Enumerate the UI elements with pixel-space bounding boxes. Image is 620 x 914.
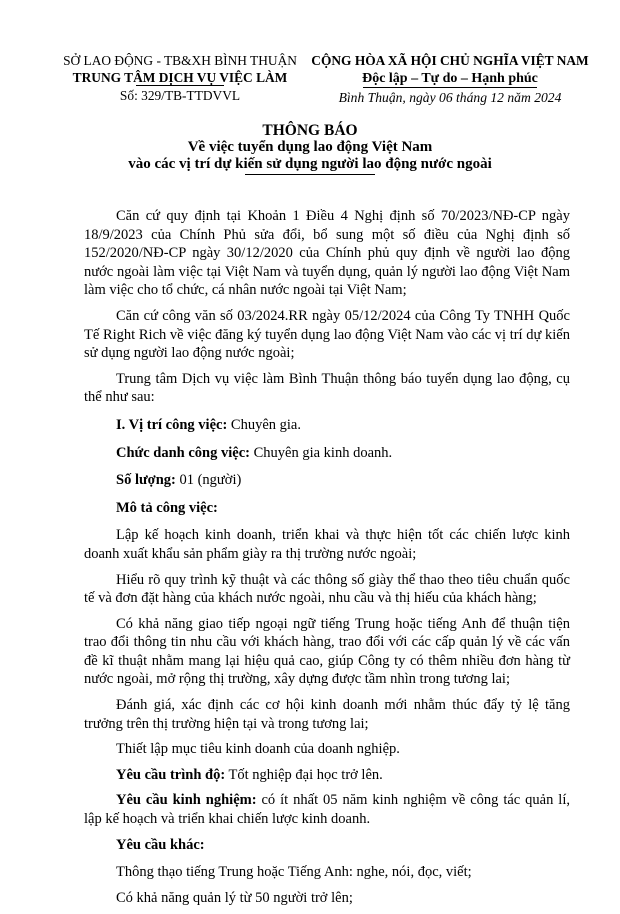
position-value: Chuyên gia. xyxy=(227,416,301,433)
center-name: TRUNG TÂM DỊCH VỤ VIỆC LÀM xyxy=(72,70,288,85)
quantity-label: Số lượng: xyxy=(116,472,176,489)
legal-basis-paragraph-1: Căn cứ quy định tại Khoản 1 Điều 4 Nghị định số 70/2023/NĐ-CP ngày 18/9/2023 của Chính Phủ sửa đổi, bổ sung một số điều của Nghị định số 152/2020/NĐ-CP ngày 30/12/2020 của Chính phủ quy định về người lao động nước ngoài làm việc tại Việt Nam và tuyển dụng, quản lý người lao động Việt Nam làm việc cho tổ chức, cá nhân nước ngoài tại Việt Nam; xyxy=(84,208,570,299)
position-line xyxy=(84,416,570,435)
other-requirements-label: Yêu cầu khác: xyxy=(116,836,205,853)
notice-body xyxy=(84,207,570,914)
other-requirement-1: Thông thạo tiếng Trung hoặc Tiếng Anh: nghe, nói, đọc, viết; xyxy=(116,864,472,881)
notice-subject-line1: Về việc tuyển dụng lao động Việt Nam xyxy=(187,139,433,155)
notice-title: THÔNG BÁO xyxy=(262,122,358,139)
country-name: CỘNG HÒA XÃ HỘI CHỦ NGHĨA VIỆT NAM xyxy=(311,53,589,68)
other-requirements-heading xyxy=(84,836,570,855)
education-value: Tốt nghiệp đại học trở lên. xyxy=(225,766,383,783)
education-requirement xyxy=(84,766,570,785)
job-title-line xyxy=(84,444,570,463)
education-label: Yêu cầu trình độ: xyxy=(116,766,226,783)
job-title-label: Chức danh công việc: xyxy=(116,444,250,461)
other-requirement-2: Có khả năng quản lý từ 50 người trở lên; xyxy=(116,889,353,906)
agency-name: SỞ LAO ĐỘNG - TB&XH BÌNH THUẬN xyxy=(63,53,297,68)
job-description-label: Mô tả công việc: xyxy=(116,499,218,516)
motto-underline xyxy=(363,87,537,88)
job-description-item-2: Hiểu rõ quy trình kỹ thuật và các thông số giày thể thao theo tiêu chuẩn quốc tế và đơn đặt hàng của khách nước ngoài, nhu cầu và thị hiếu của khách hàng; xyxy=(84,571,570,607)
issuing-agency-block xyxy=(60,52,300,104)
job-description-item-3: Có khả năng giao tiếp ngoại ngữ tiếng Trung hoặc tiếng Anh để thuận tiện trao đổi thông tin nhu cầu với khách hàng, trao đổi với các cấp quản lý về các vấn đề kĩ thuật nhằm mang lại hiệu quả cao, giúp Công ty có thêm nhiều đơn hàng từ nước ngoài, mở rộng thị trường, xây dựng được tầm nhìn trong tương lai; xyxy=(84,615,570,688)
job-description-item-1: Lập kế hoạch kinh doanh, triển khai và thực hiện tốt các chiến lược kinh doanh xuất khẩu sản phẩm giày ra thị trường nước ngoài; xyxy=(84,527,570,562)
experience-value: có ít nhất 05 năm kinh nghiệm về công tác quản lí, lập kế hoạch và triển khai chiến lược kinh doanh. xyxy=(84,792,570,828)
announcement-paragraph: Trung tâm Dịch vụ việc làm Bình Thuận thông báo tuyển dụng lao động, cụ thể như sau: xyxy=(84,370,570,406)
job-description-item-5: Thiết lập mục tiêu kinh doanh của doanh nghiệp. xyxy=(116,741,400,758)
position-label: I. Vị trí công việc: xyxy=(116,416,228,433)
quantity-line xyxy=(84,471,570,490)
experience-requirement xyxy=(84,791,570,828)
national-motto: Độc lập – Tự do – Hạnh phúc xyxy=(362,71,538,86)
notice-title-block xyxy=(0,122,620,175)
notice-subject-line2: vào các vị trí dự kiến sử dụng người lao động nước ngoài xyxy=(128,156,492,172)
experience-label: Yêu cầu kinh nghiệm: xyxy=(116,792,257,809)
place-date: Bình Thuận, ngày 06 tháng 12 năm 2024 xyxy=(338,90,562,105)
job-title-value: Chuyên gia kinh doanh. xyxy=(249,444,393,461)
job-description-item-4: Đánh giá, xác định các cơ hội kinh doanh mới nhằm thúc đẩy tỷ lệ tăng trưởng trên thị trường hiện tại và trong tương lai; xyxy=(84,697,570,732)
job-description-heading xyxy=(84,499,570,518)
document-number: Số: 329/TB-TTDVVL xyxy=(119,88,241,103)
national-header-block xyxy=(305,52,595,106)
legal-basis-paragraph-2: Căn cứ công văn số 03/2024.RR ngày 05/12/2024 của Công Ty TNHH Quốc Tế Right Rich về việc đăng ký tuyển dụng lao động Việt Nam vào các vị trí dự kiến sử dụng người lao động nước ngoài; xyxy=(84,307,570,362)
quantity-value: 01 (người) xyxy=(175,472,242,489)
title-underline xyxy=(245,174,375,175)
